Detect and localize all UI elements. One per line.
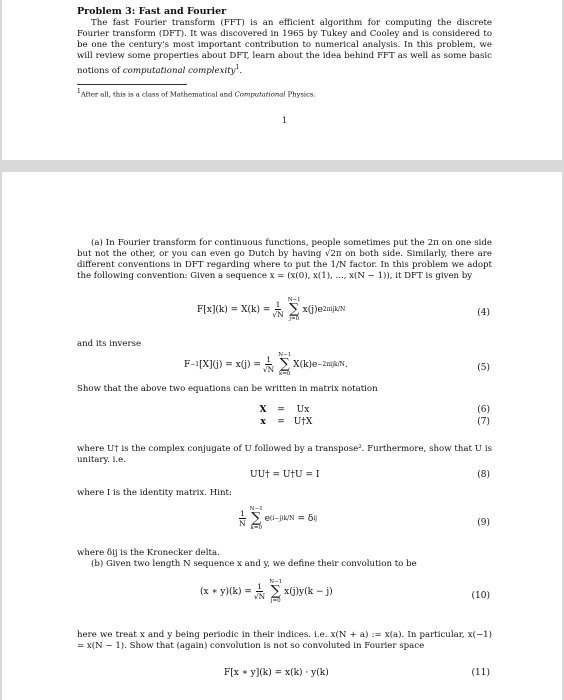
equation-8: UU† = U†U = I — [250, 470, 320, 480]
paragraph-a: (a) In Fourier transform for continuous functions, people sometimes put the 2π on one side but not the other, or you can even go Dutch by having √2π on both side. Similarly, there are different conventions in DFT regarding where to put the 1/N factor. In this problem we adopt the following convention: Given a sequence x = (x(0), x(1), ..., x(N − 1)), it DFT is given by — [77, 238, 492, 281]
footnote: $^1$After all, this is a class of Mathematical and Computational Physics. — [77, 88, 316, 99]
paragraph-b: (b) Given two length N sequence x and y, we define their convolution to be — [91, 559, 417, 569]
equation-number-4: (4) — [477, 308, 490, 318]
equation-11: F[x ∗ y](k) = x(k) · y(k) — [224, 668, 329, 678]
equation-number-6: (6) — [477, 405, 490, 415]
intro-paragraph: The fast Fourier transform (FFT) is an efficient algorithm for computing the discrete Fourier transform (DFT). It was discovered in 1965 by Tukey and Cooley and is considered to be one the century's most important contribution to numerical analysis. In this problem, we will review some properties about DFT, learn about the idea behind FFT as well as some basic notions of computational complexity$^1$. — [77, 18, 492, 76]
equation-10: (x ∗ y)(k) = $\frac{1}{√N}$ N−1 ∑ j=0 x(j)y(k − j) — [200, 579, 333, 604]
where-delta-text: where δij is the Kronecker delta. — [77, 548, 220, 558]
equation-number-7: (7) — [477, 417, 490, 427]
equations-6-7: X = Ux x = U†X — [259, 405, 313, 427]
page-2 — [2, 172, 562, 700]
page-1 — [2, 0, 562, 160]
show-matrix-text: Show that the above two equations can be written in matrix notation — [77, 384, 378, 394]
equation-9: $\frac{1}{N}$ N−1 ∑ k=0 e (i−j)k/N = δ ij — [239, 506, 318, 531]
equation-number-10: (10) — [471, 591, 490, 601]
footnote-rule — [77, 84, 187, 85]
equation-5: F −1 [X](j) = x(j) = $\frac{1}{√N}$ N−1 ∑ k=0 X(k)e −2πijk/N . — [184, 352, 348, 377]
problem-heading: Problem 3: Fast and Fourier — [77, 6, 227, 17]
periodic-text: here we treat x and y being periodic in their indices. i.e. x(N + a) := x(a). In particular, x(−1) = x(N − 1). Show that (again) convolution is not so convoluted in Fourier space — [77, 630, 492, 651]
and-inverse-text: and its inverse — [77, 339, 142, 349]
equation-4: F[x](k) = X(k) = $\frac{1}{√N}$ N−1 ∑ j=0 x(j)e 2πijk/N — [197, 297, 346, 322]
equation-number-5: (5) — [477, 363, 490, 373]
equation-number-9: (9) — [477, 518, 490, 528]
equation-number-11: (11) — [471, 668, 490, 678]
where-dagger-text: where U† is the complex conjugate of U followed by a transpose². Furthermore, show that U is unitary. i.e. — [77, 444, 492, 465]
equation-number-8: (8) — [477, 470, 490, 480]
page-number: 1 — [282, 116, 288, 125]
where-identity-text: where I is the identity matrix. Hint: — [77, 488, 232, 498]
